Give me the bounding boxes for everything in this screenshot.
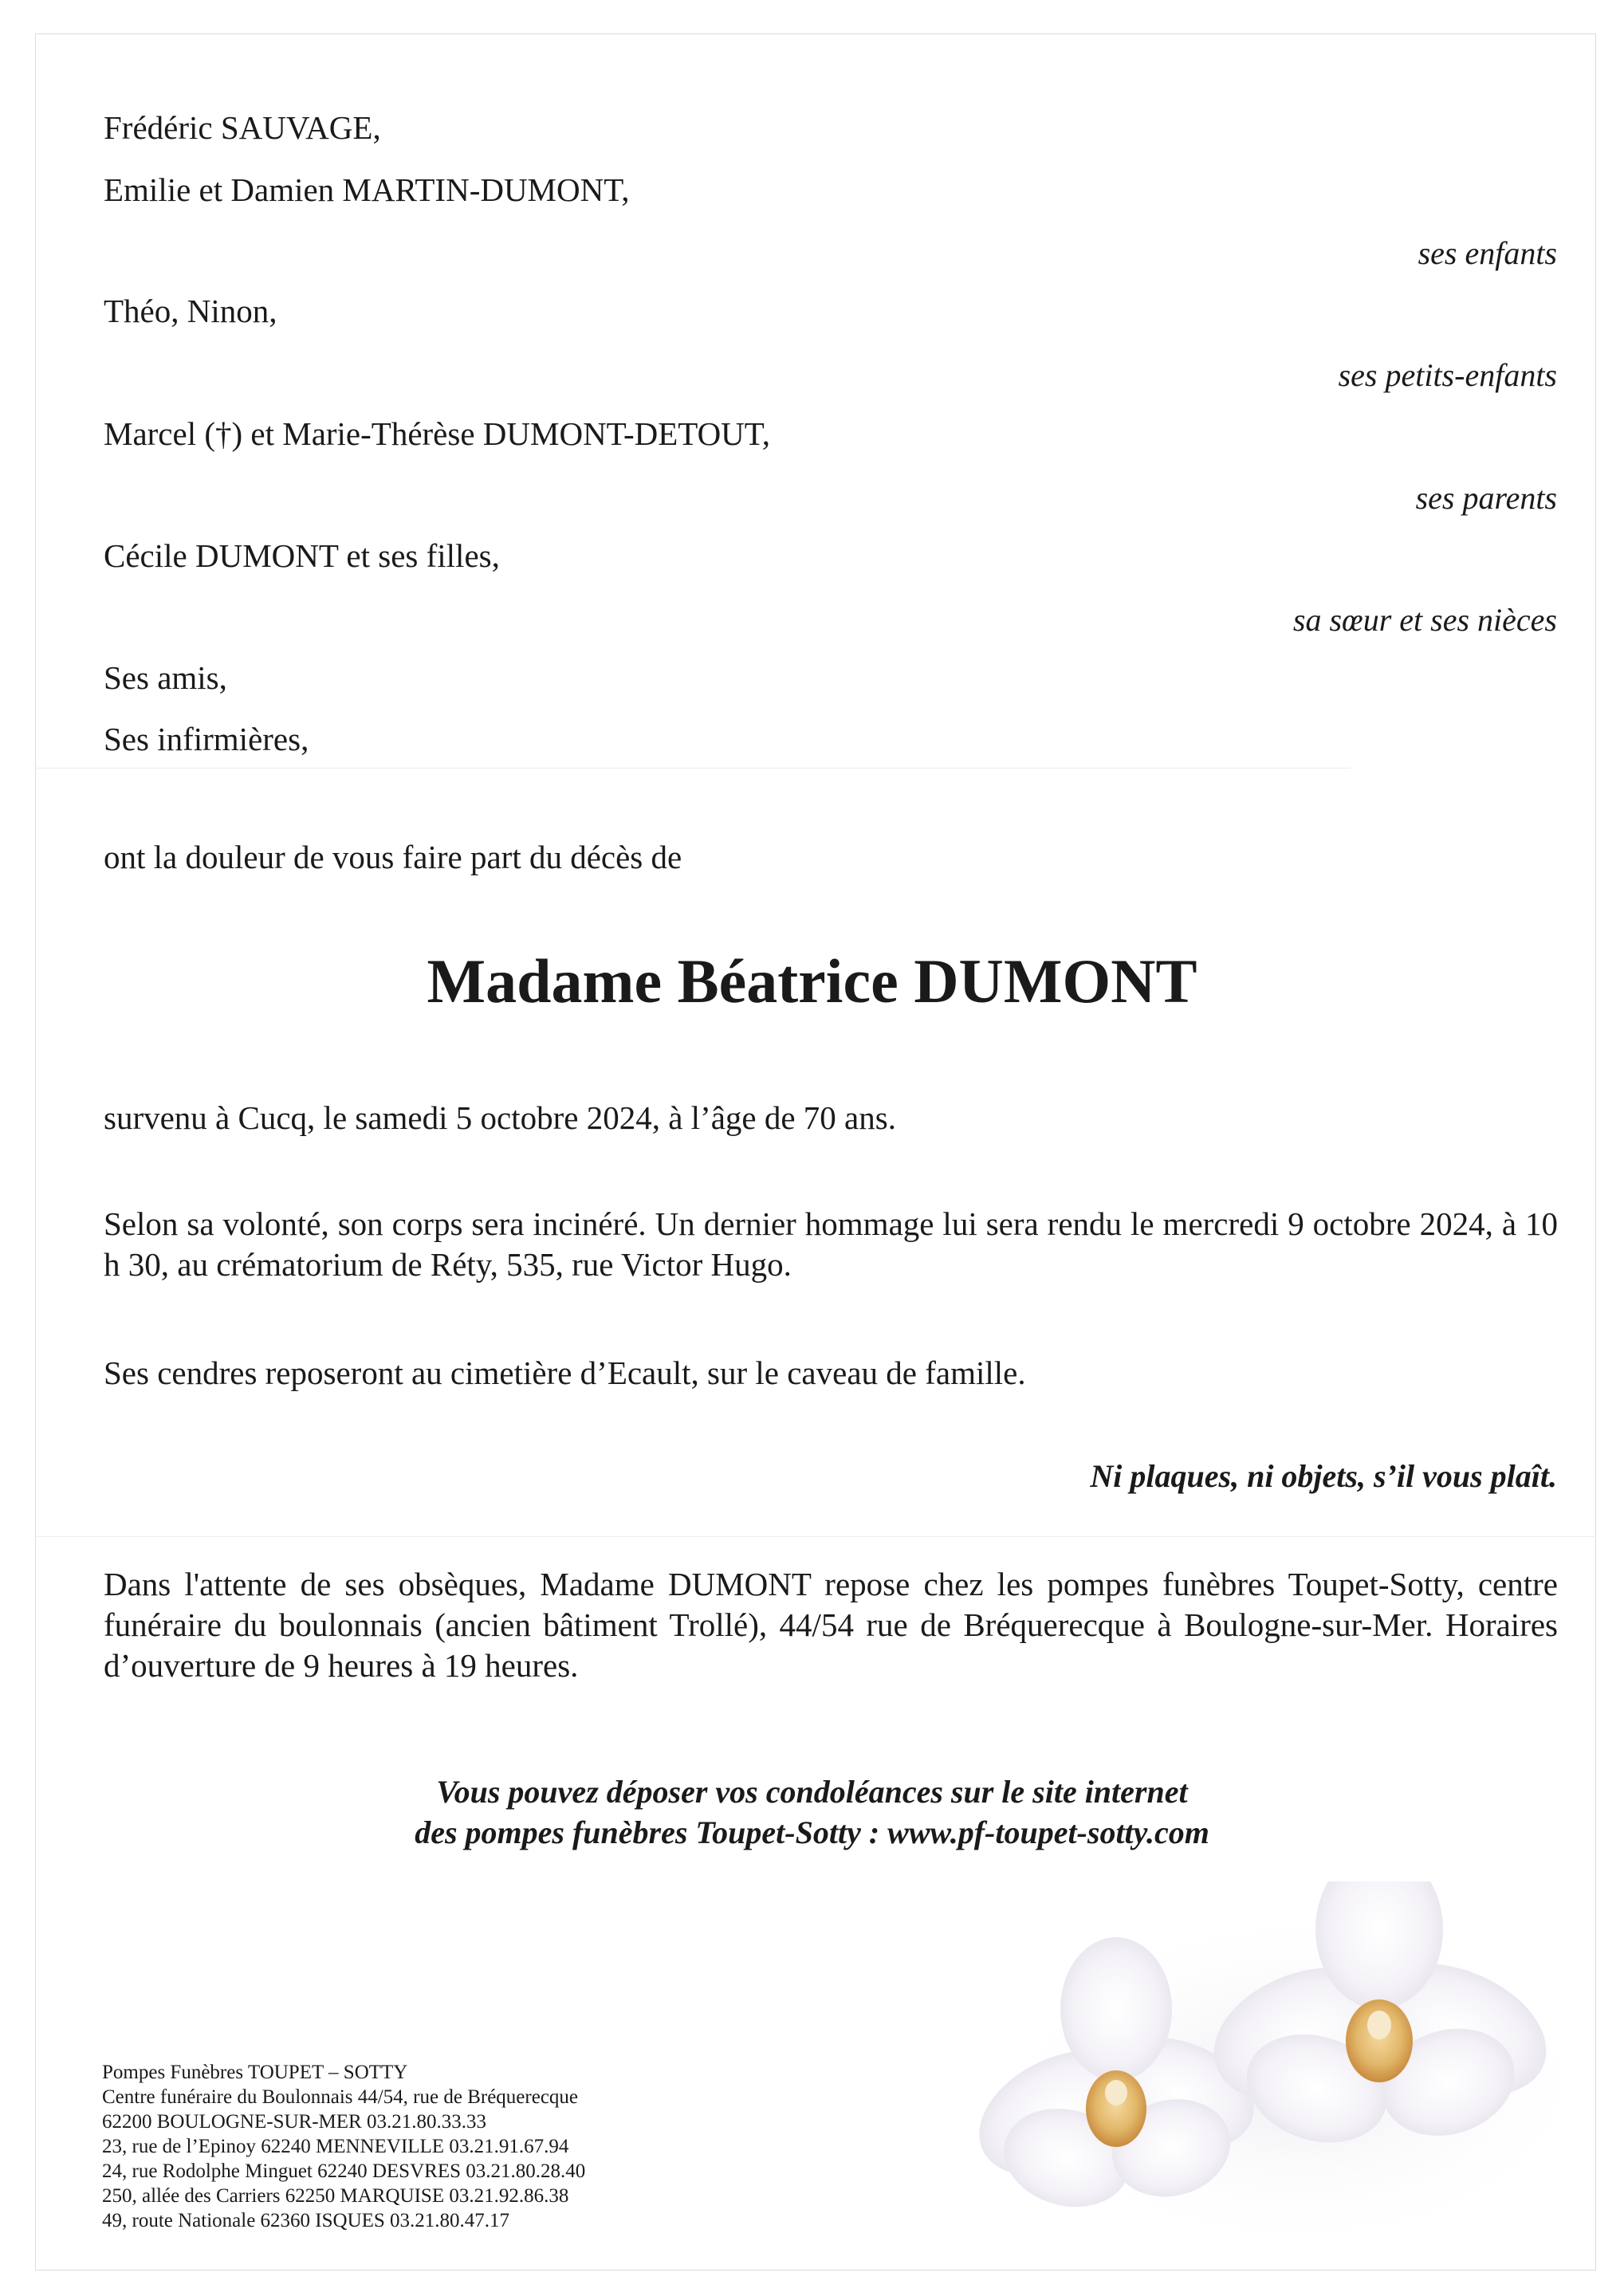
address-line: 62200 BOULOGNE-SUR-MER 03.21.80.33.33 [102, 2111, 486, 2133]
fold-line-top [35, 768, 1351, 769]
orchid-flowers-image [965, 1881, 1602, 2256]
parents-role: ses parents [1415, 480, 1557, 516]
parents-line: Marcel (†) et Marie-Thérèse DUMONT-DETOUT, [104, 415, 771, 452]
address-line: 250, allée des Carriers 62250 MARQUISE 03.21.92.86.38 [102, 2185, 569, 2207]
funeral-home-address [102, 2060, 585, 2233]
grandchildren-role: ses petits-enfants [1338, 357, 1557, 393]
friends-line: Ses amis, [104, 659, 227, 696]
ceremony-paragraph: Selon sa volonté, son corps sera incinéré. Un dernier hommage lui sera rendu le mercredi 9 octobre 2024, à 10 h 30, au crématorium de Réty, 535, rue Victor Hugo. [104, 1205, 1558, 1283]
address-line: 24, rue Rodolphe Minguet 62240 DESVRES 03.21.80.28.40 [102, 2160, 586, 2182]
fold-line-bottom [35, 1536, 1596, 1537]
address-line: 49, route Nationale 62360 ISQUES 03.21.80.47.17 [102, 2210, 510, 2231]
sister-line: Cécile DUMONT et ses filles, [104, 537, 500, 574]
address-line: Centre funéraire du Boulonnais 44/54, rue de Bréquerecque [102, 2086, 579, 2108]
death-info: survenu à Cucq, le samedi 5 octobre 2024, à l’âge de 70 ans. [104, 1099, 896, 1136]
grandchildren-line: Théo, Ninon, [104, 293, 277, 329]
ashes-line: Ses cendres reposeront au cimetière d’Ecault, sur le caveau de famille. [104, 1354, 1026, 1391]
no-flowers-wish: Ni plaques, ni objets, s’il vous plaît. [1090, 1458, 1557, 1494]
children-role: ses enfants [1418, 235, 1557, 271]
condolences-line-2: des pompes funèbres Toupet-Sotty : www.pf-toupet-sotty.com [415, 1814, 1209, 1850]
address-line: Pompes Funèbres TOUPET – SOTTY [102, 2062, 408, 2083]
condolences-line-1: Vous pouvez déposer vos condoléances sur le site internet [436, 1774, 1188, 1810]
sister-role: sa sœur et ses nièces [1292, 602, 1557, 638]
viewing-paragraph: Dans l'attente de ses obsèques, Madame DUMONT repose chez les pompes funèbres Toupet-Sotty, centre funéraire du boulonnais (ancien bâtiment Trollé), 44/54 rue de Bréquerecque à Boulogne-sur-Mer. Horaires d’ouverture de 9 heures à 19 heures. [104, 1566, 1558, 1684]
deceased-name: Madame Béatrice DUMONT [427, 946, 1197, 1016]
children-line-2: Emilie et Damien MARTIN-DUMONT, [104, 171, 630, 208]
nurses-line: Ses infirmières, [104, 721, 309, 757]
announcement-intro: ont la douleur de vous faire part du décès de [104, 839, 682, 875]
address-line: 23, rue de l’Epinoy 62240 MENNEVILLE 03.21.91.67.94 [102, 2136, 569, 2157]
children-line-1: Frédéric SAUVAGE, [104, 109, 381, 146]
